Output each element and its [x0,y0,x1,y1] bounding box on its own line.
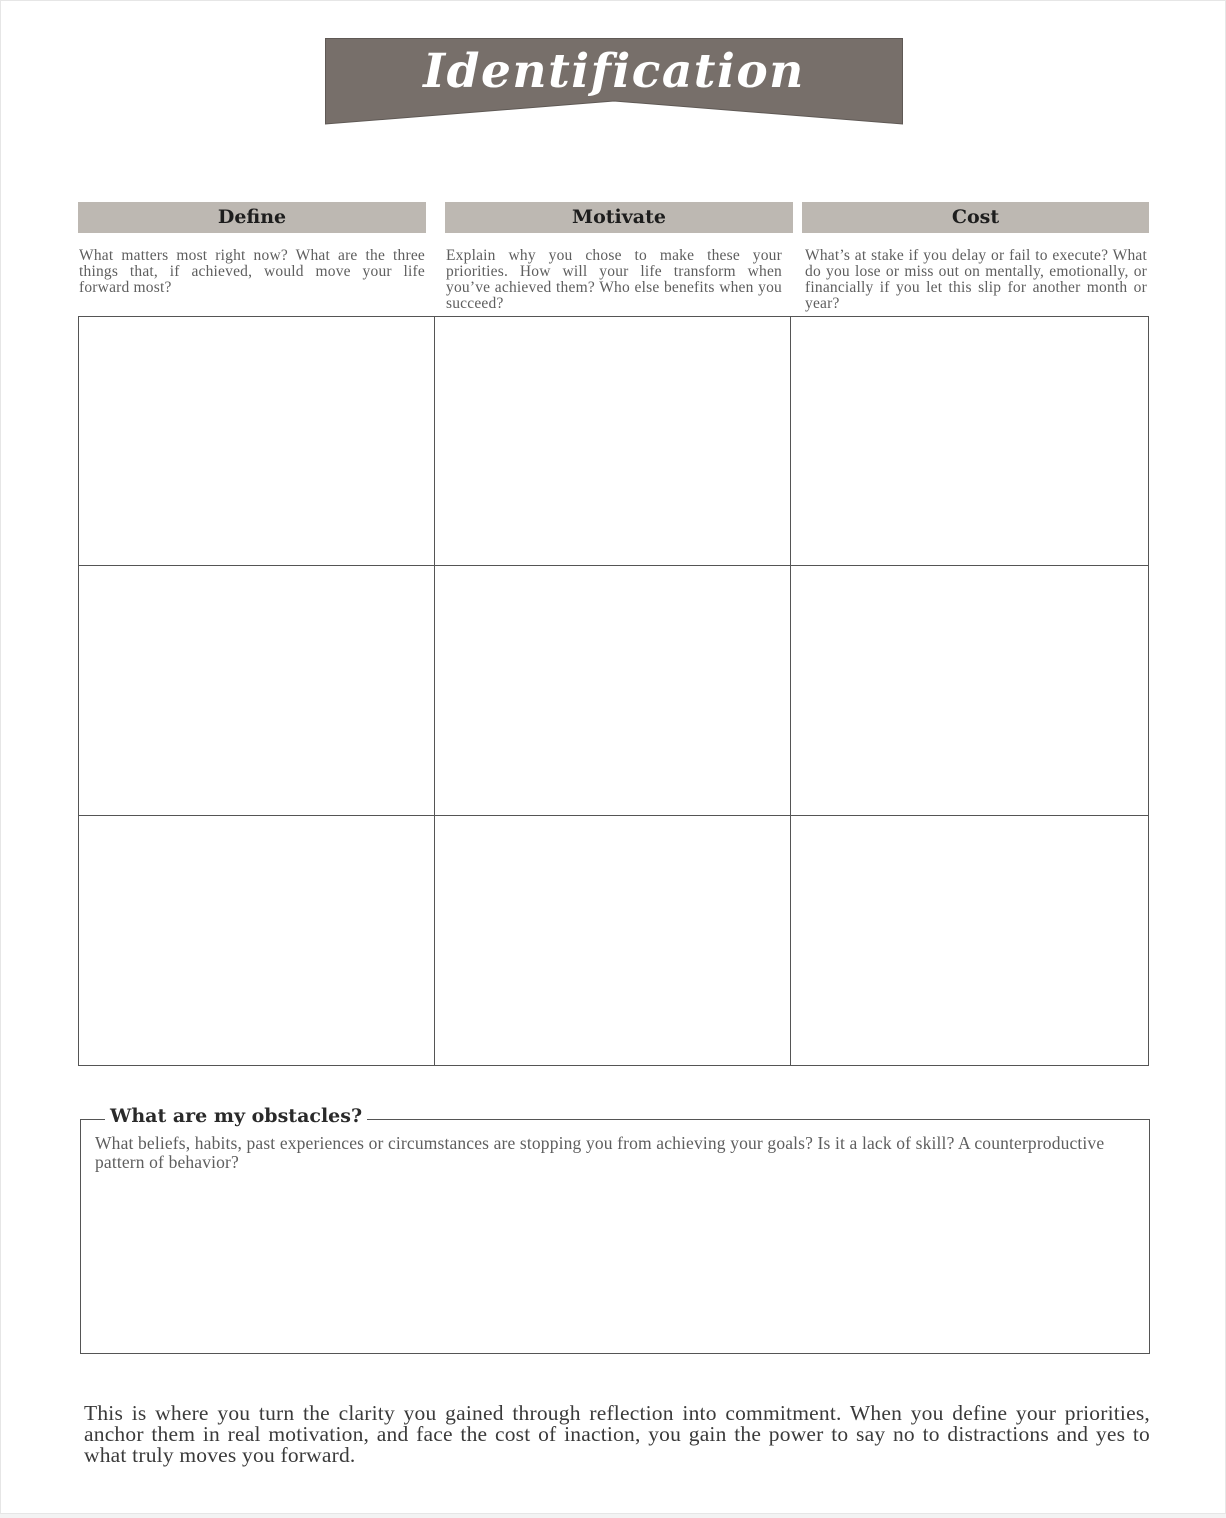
cost-cell-1[interactable] [791,317,1148,566]
title-banner [325,38,903,125]
motivate-cell-1[interactable] [435,317,791,566]
column-description-motivate: Explain why you chose to make these your priorities. How will your life transform when you’ve achieved them? Who else benefits when you succeed? [446,247,782,312]
column-header-motivate: Motivate [445,202,793,233]
obstacles-prompt: What beliefs, habits, past experiences or circumstances are stopping you from achieving your goals? Is it a lack of skill? A counterproductive pattern of behavior? [95,1133,1105,1172]
column-header-cost: Cost [802,202,1149,233]
define-cell-3[interactable] [79,816,435,1065]
define-cell-1[interactable] [79,317,435,566]
motivate-cell-3[interactable] [435,816,791,1065]
cost-cell-2[interactable] [791,566,1148,816]
column-description-define: What matters most right now? What are the three things that, if achieved, would move your life forward most? [79,247,425,296]
cost-cell-3[interactable] [791,816,1148,1065]
define-cell-2[interactable] [79,566,435,816]
response-grid [78,316,1149,1066]
page-title: Identification [423,44,805,99]
obstacles-title: What are my obstacles? [105,1105,367,1127]
footer-paragraph: This is where you turn the clarity you gained through reflection into commitment. When you define your priorities, anchor them in real motivation, and face the cost of inaction, you gain the power to say no to distractions and yes to what truly moves you forward. [84,1401,1150,1467]
column-header-define: Define [78,202,426,233]
column-description-cost: What’s at stake if you delay or fail to execute? What do you lose or miss out on mentally, emotionally, or financially if you let this slip for another month or year? [805,247,1147,312]
motivate-cell-2[interactable] [435,566,791,816]
